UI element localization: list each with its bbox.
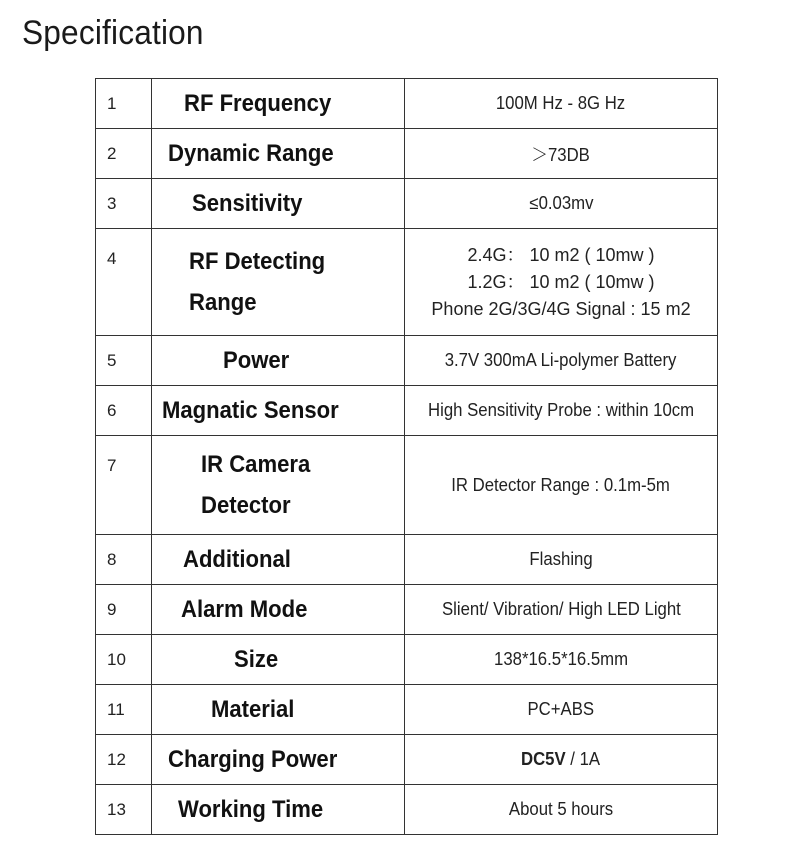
spec-label-line: Detector bbox=[201, 492, 291, 519]
spec-value: High Sensitivity Probe : within 10cm bbox=[427, 400, 695, 420]
table-row bbox=[96, 79, 718, 129]
row-number: 9 bbox=[96, 585, 152, 635]
page-title: Specification bbox=[22, 14, 204, 52]
table-row bbox=[96, 436, 718, 535]
spec-value: IR Detector Range : 0.1m-5m bbox=[451, 474, 671, 495]
spec-value-line: 2.4G： 10 m2 ( 10mw ) bbox=[467, 244, 655, 265]
table-row bbox=[96, 585, 718, 635]
spec-label: Material bbox=[211, 695, 295, 723]
row-number: 12 bbox=[96, 735, 152, 785]
spec-value-line: 1.2G： 10 m2 ( 10mw ) bbox=[467, 271, 655, 292]
table-row bbox=[96, 129, 718, 179]
row-number: 4 bbox=[96, 229, 152, 336]
spec-value: 138*16.5*16.5mm bbox=[493, 649, 629, 669]
spec-label: Dynamic Range bbox=[168, 139, 334, 167]
specification-table bbox=[95, 78, 718, 835]
spec-value-bold: DC5V bbox=[521, 749, 567, 769]
spec-value: / 1A bbox=[566, 749, 601, 769]
spec-label-line: IR Camera bbox=[201, 451, 311, 478]
spec-value: 100M Hz - 8G Hz bbox=[496, 93, 626, 113]
spec-value: ＞73DB bbox=[531, 144, 591, 165]
row-number: 3 bbox=[96, 179, 152, 229]
row-number: 13 bbox=[96, 785, 152, 835]
spec-value: About 5 hours bbox=[508, 799, 614, 819]
row-number: 11 bbox=[96, 685, 152, 735]
spec-value: Slient/ Vibration/ High LED Light bbox=[441, 599, 681, 619]
row-number: 6 bbox=[96, 386, 152, 436]
table-row bbox=[96, 635, 718, 685]
spec-value: PC+ABS bbox=[527, 699, 595, 719]
row-number: 2 bbox=[96, 129, 152, 179]
table-row bbox=[96, 229, 718, 336]
spec-value-line: Phone 2G/3G/4G Signal : 15 m2 bbox=[431, 298, 691, 319]
spec-label: Size bbox=[234, 645, 279, 673]
table-row bbox=[96, 735, 718, 785]
table-row bbox=[96, 179, 718, 229]
spec-label: Alarm Mode bbox=[181, 595, 308, 623]
spec-label-line: RF Detecting bbox=[189, 248, 326, 275]
table-row bbox=[96, 535, 718, 585]
spec-label: Additional bbox=[183, 545, 291, 573]
spec-value: ≤0.03mv bbox=[528, 193, 594, 213]
spec-label: RF Frequency bbox=[184, 89, 332, 117]
table-row bbox=[96, 386, 718, 436]
spec-label: Magnatic Sensor bbox=[162, 396, 339, 424]
spec-label: Power bbox=[223, 346, 290, 374]
spec-label: Charging Power bbox=[168, 745, 338, 773]
spec-value: Flashing bbox=[529, 549, 593, 569]
spec-value: 3.7V 300mA Li-polymer Battery bbox=[445, 350, 677, 370]
table-row bbox=[96, 336, 718, 386]
table-row bbox=[96, 685, 718, 735]
row-number: 10 bbox=[96, 635, 152, 685]
row-number: 1 bbox=[96, 79, 152, 129]
spec-label-line: Range bbox=[189, 289, 257, 316]
row-number: 8 bbox=[96, 535, 152, 585]
row-number: 7 bbox=[96, 436, 152, 535]
spec-label: Sensitivity bbox=[192, 189, 303, 217]
row-number: 5 bbox=[96, 336, 152, 386]
table-row bbox=[96, 785, 718, 835]
spec-label: Working Time bbox=[178, 795, 324, 823]
